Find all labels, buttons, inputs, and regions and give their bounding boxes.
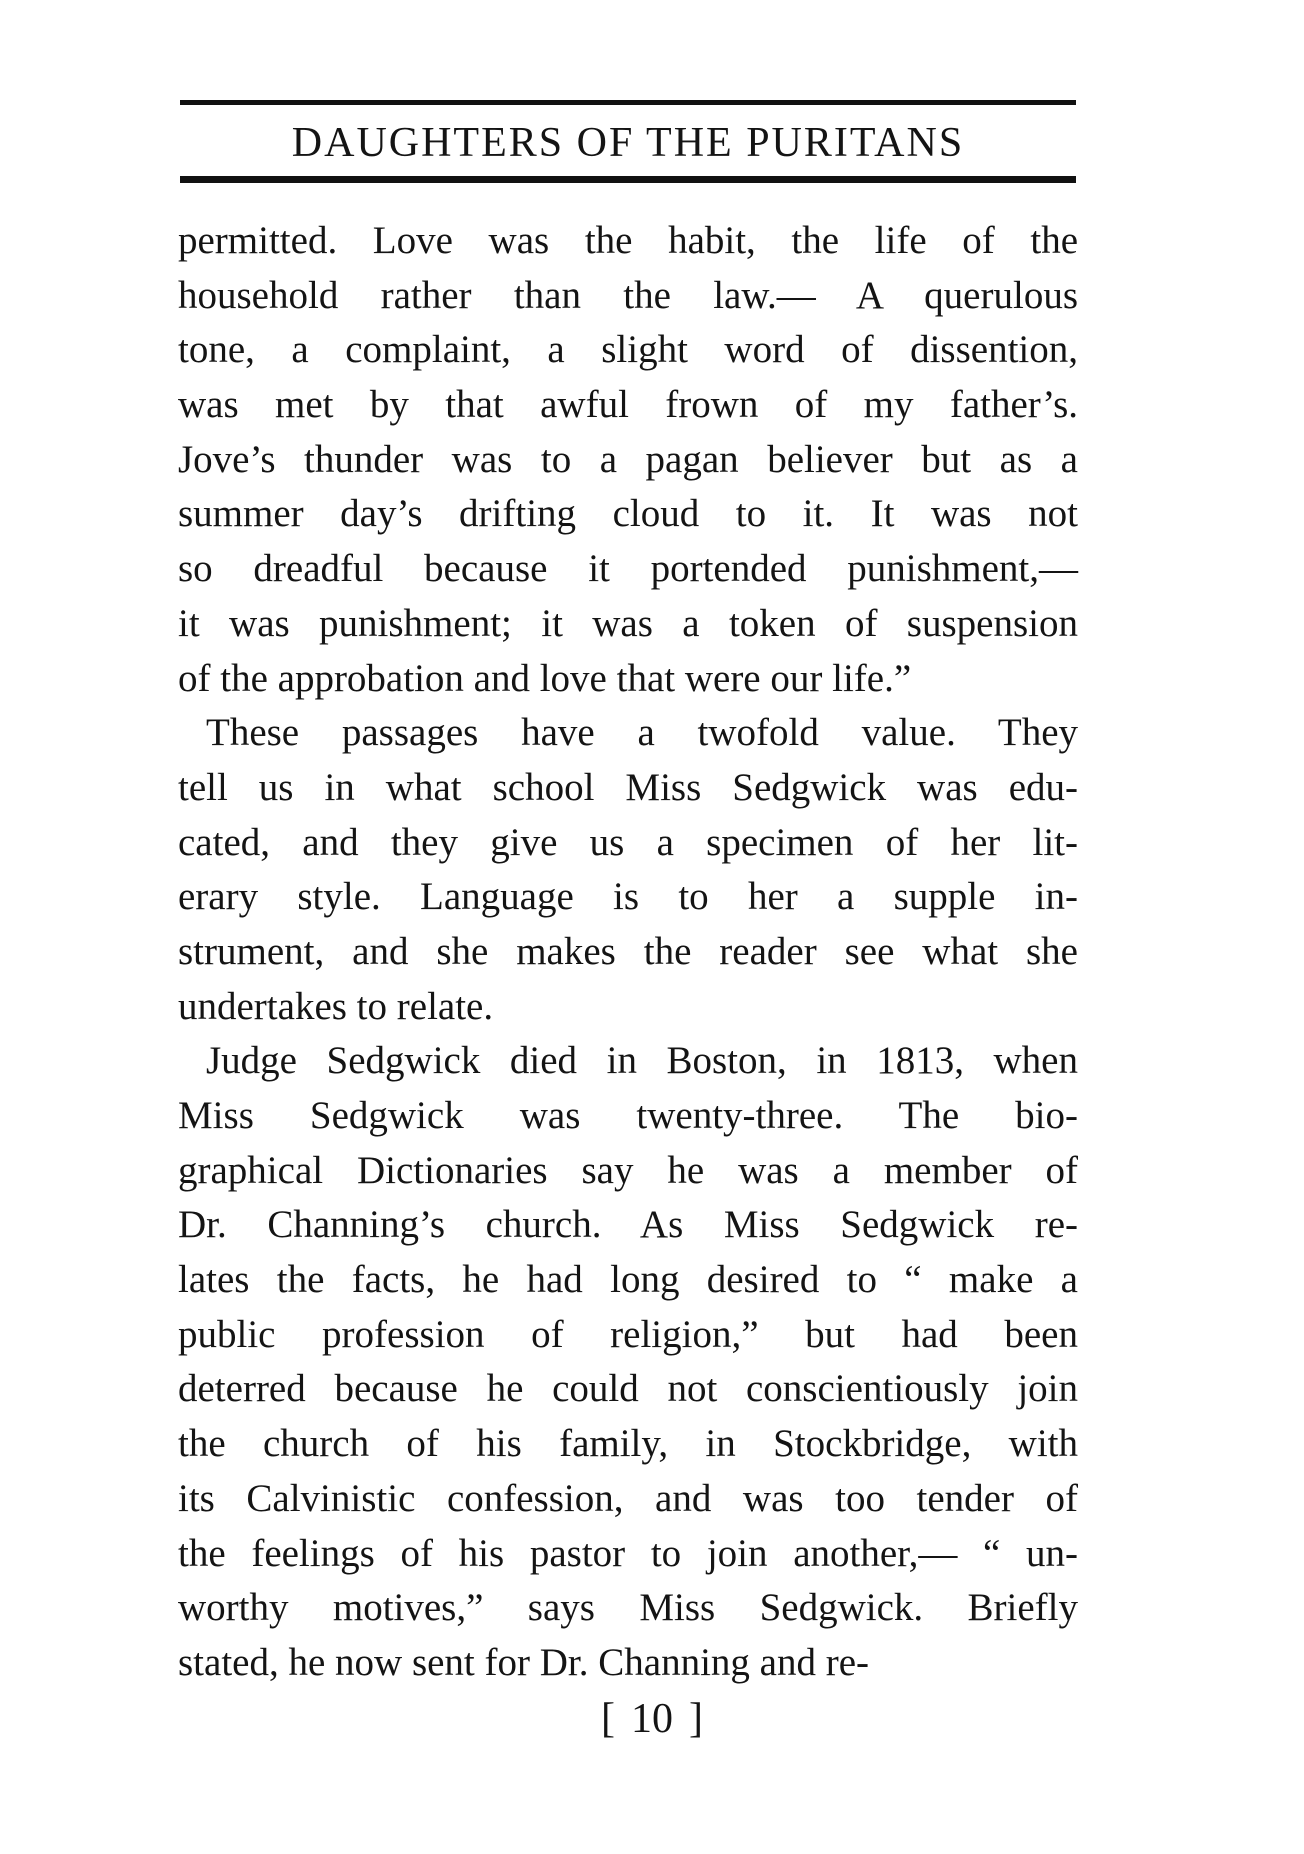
text-line: tone, a complaint, a slight word of dissention, bbox=[178, 328, 1078, 372]
text-line: its Calvinistic confession, and was too tender of bbox=[178, 1476, 1078, 1520]
text-line: it was punishment; it was a token of suspension bbox=[178, 601, 1078, 645]
text-line: the church of his family, in Stockbridge, with bbox=[178, 1422, 1078, 1466]
paragraph bbox=[178, 214, 1078, 706]
text-line: deterred because he could not conscientiously join bbox=[178, 1367, 1078, 1411]
text-line: worthy motives,” says Miss Sedgwick. Briefly bbox=[178, 1586, 1078, 1630]
header-rule-bottom bbox=[180, 176, 1076, 183]
text-line: strument, and she makes the reader see what she bbox=[178, 929, 1078, 973]
text-line: Judge Sedgwick died in Boston, in 1813, when bbox=[206, 1039, 1078, 1083]
text-line: stated, he now sent for Dr. Channing and re- bbox=[178, 1640, 869, 1684]
text-line: summer day’s drifting cloud to it. It was not bbox=[178, 492, 1078, 536]
text-line: the feelings of his pastor to join another,— “ un- bbox=[178, 1531, 1078, 1575]
paragraph bbox=[178, 1034, 1078, 1690]
text-line: erary style. Language is to her a supple in- bbox=[178, 875, 1078, 919]
text-line: Miss Sedgwick was twenty-three. The bio- bbox=[178, 1094, 1078, 1137]
text-line: was met by that awful frown of my father’s. bbox=[178, 383, 1078, 427]
text-line: undertakes to relate. bbox=[178, 984, 494, 1028]
text-line: household rather than the law.— A querulous bbox=[178, 273, 1078, 317]
page-number-value: 10 bbox=[631, 1696, 673, 1742]
page-number-open-bracket: [ bbox=[601, 1696, 615, 1742]
header-rule-top bbox=[180, 100, 1076, 105]
text-line: lates the facts, he had long desired to “ make a bbox=[178, 1258, 1078, 1302]
text-line: These passages have a twofold value. They bbox=[206, 711, 1078, 755]
text-line: public profession of religion,” but had been bbox=[178, 1312, 1078, 1356]
page-number-close-bracket: ] bbox=[689, 1696, 703, 1742]
page-number bbox=[0, 1694, 1304, 1744]
running-head: DAUGHTERS OF THE PURITANS bbox=[291, 120, 965, 166]
text-line: permitted. Love was the habit, the life of the bbox=[178, 219, 1078, 262]
body-text bbox=[178, 214, 1078, 1691]
paragraph bbox=[178, 706, 1078, 1034]
text-line: graphical Dictionaries say he was a member of bbox=[178, 1148, 1078, 1192]
text-line: of the approbation and love that were our life.” bbox=[178, 656, 912, 700]
text-line: so dreadful because it portended punishment,— bbox=[178, 547, 1078, 591]
text-line: Dr. Channing’s church. As Miss Sedgwick re- bbox=[178, 1203, 1078, 1247]
text-line: cated, and they give us a specimen of her lit- bbox=[178, 820, 1078, 864]
text-line: Jove’s thunder was to a pagan believer but as a bbox=[178, 437, 1078, 481]
text-line: tell us in what school Miss Sedgwick was edu- bbox=[178, 765, 1078, 809]
